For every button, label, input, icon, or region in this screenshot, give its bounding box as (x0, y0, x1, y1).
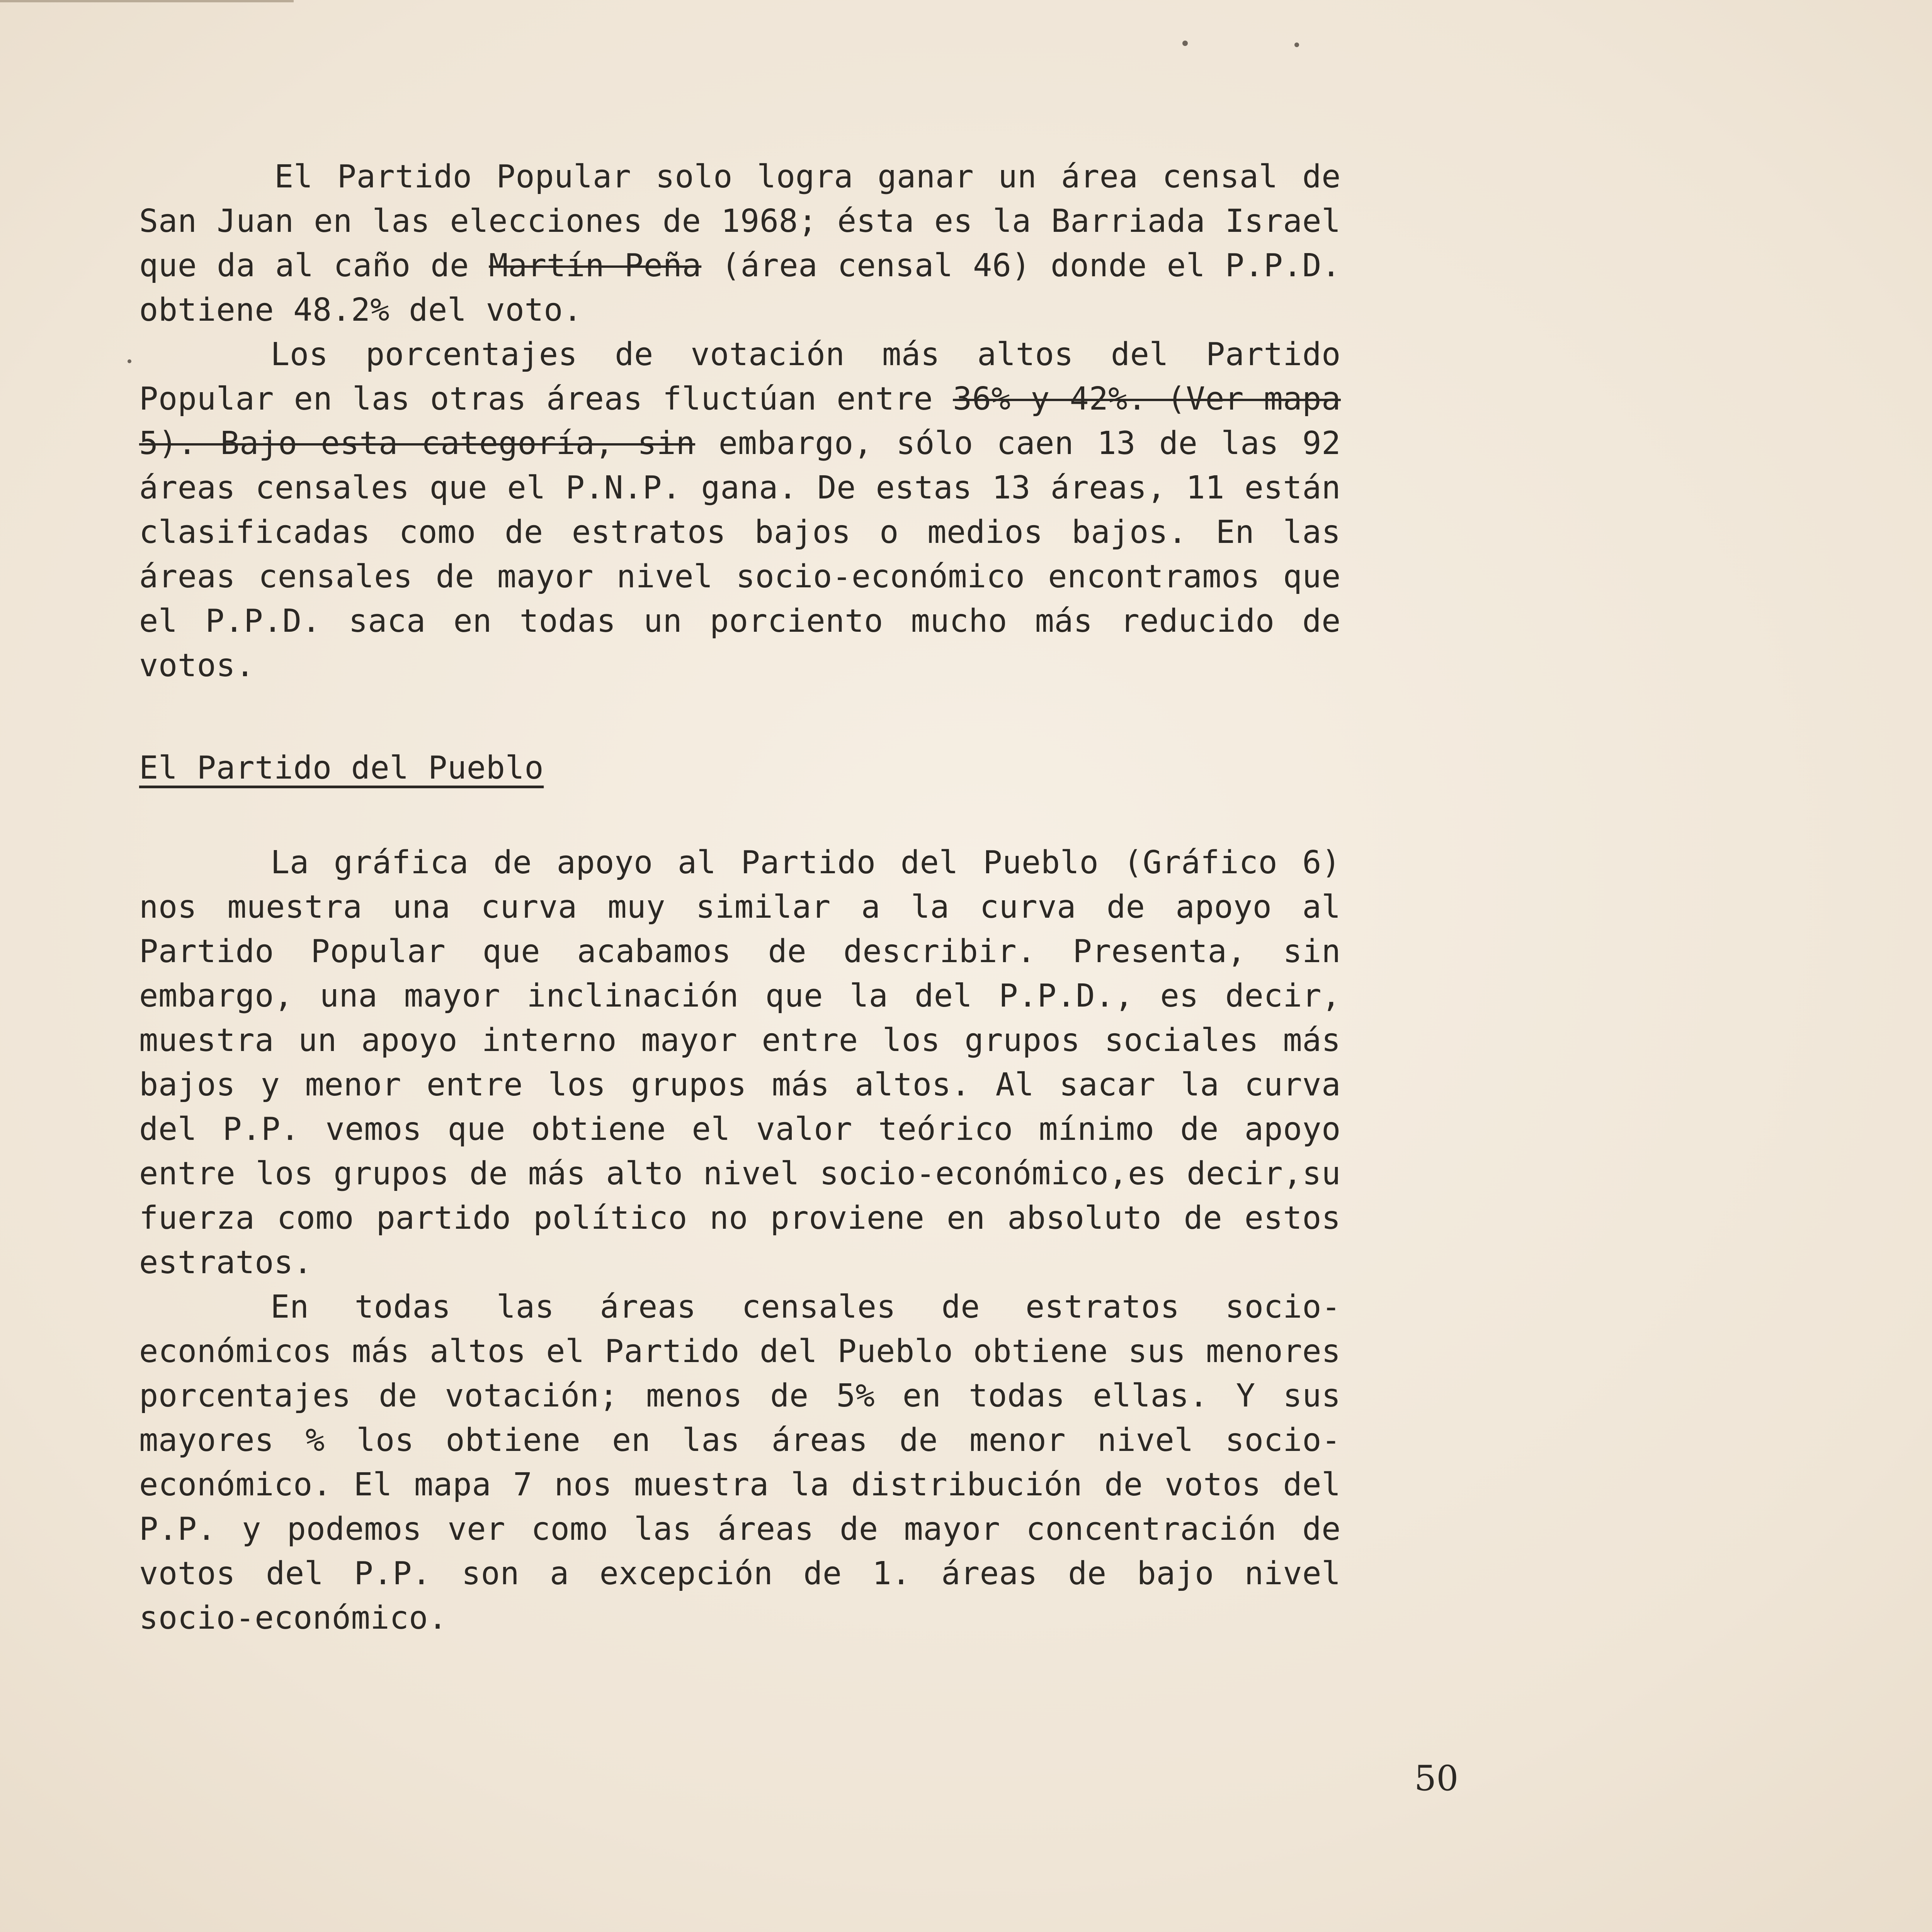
paragraph-1-text-b: (área censal 46) donde el P.P.D. obtiene 48.2% del voto. (139, 247, 1341, 328)
paragraph-2-struck-text: 36% y 42%. (Ver mapa 5). Bajo esta categoría, sin (139, 381, 1341, 462)
page-number: 50 (1414, 1758, 1459, 1799)
paragraph-2 (139, 332, 1341, 688)
paper-speck (1294, 43, 1299, 47)
top-edge-rule (0, 0, 294, 2)
paragraph-1 (139, 155, 1341, 332)
paragraph-2-text-b: embargo, sólo caen 13 de las 92 áreas censales que el P.N.P. gana. De estas 13 áreas, 11 están clasificadas como de estratos bajos o medios bajos. En las áreas censales de mayor nivel socio-económico encontramos que el P.P.D. saca en todas un porciento mucho más reducido de votos. (139, 425, 1341, 684)
section-heading: El Partido del Pueblo (139, 750, 544, 786)
paragraph-1-struck-text: Martín Peña (489, 247, 702, 284)
paper-speck (1182, 41, 1188, 46)
paragraph-1-text-a: El Partido Popular solo logra ganar un área censal de San Juan en las elecciones de 1968; ésta es la Barriada Israel que da al caño de (139, 158, 1341, 284)
paper-speck (128, 359, 131, 363)
paragraph-2-text-a: Los porcentajes de votación más altos del Partido Popular en las otras áreas fluctúan entre (139, 336, 1341, 417)
paragraph-4: En todas las áreas censales de estratos socio-económicos más altos el Partido del Pueblo obtiene sus menores porcentajes de votación; menos de 5% en todas ellas. Y sus mayores % los obtiene en las áreas de menor nivel socio-económico. El mapa 7 nos muestra la distribución de votos del P.P. y podemos ver como las áreas de mayor concentración de votos del P.P. son a excepción de 1. áreas de bajo nivel socio-económico. (139, 1289, 1341, 1636)
body-text (139, 155, 1341, 1640)
paragraph-3: La gráfica de apoyo al Partido del Pueblo (Gráfico 6) nos muestra una curva muy similar a la curva de apoyo al Partido Popular que acabamos de describir. Presenta, sin embargo, una mayor inclinación que la del P.P.D., es decir, muestra un apoyo interno mayor entre los grupos sociales más bajos y menor entre los grupos más altos. Al sacar la curva del P.P. vemos que obtiene el valor teórico mínimo de apoyo entre los grupos de más alto nivel socio-económico,es decir,su fuerza como partido político no proviene en absoluto de estos estratos. (139, 844, 1341, 1281)
